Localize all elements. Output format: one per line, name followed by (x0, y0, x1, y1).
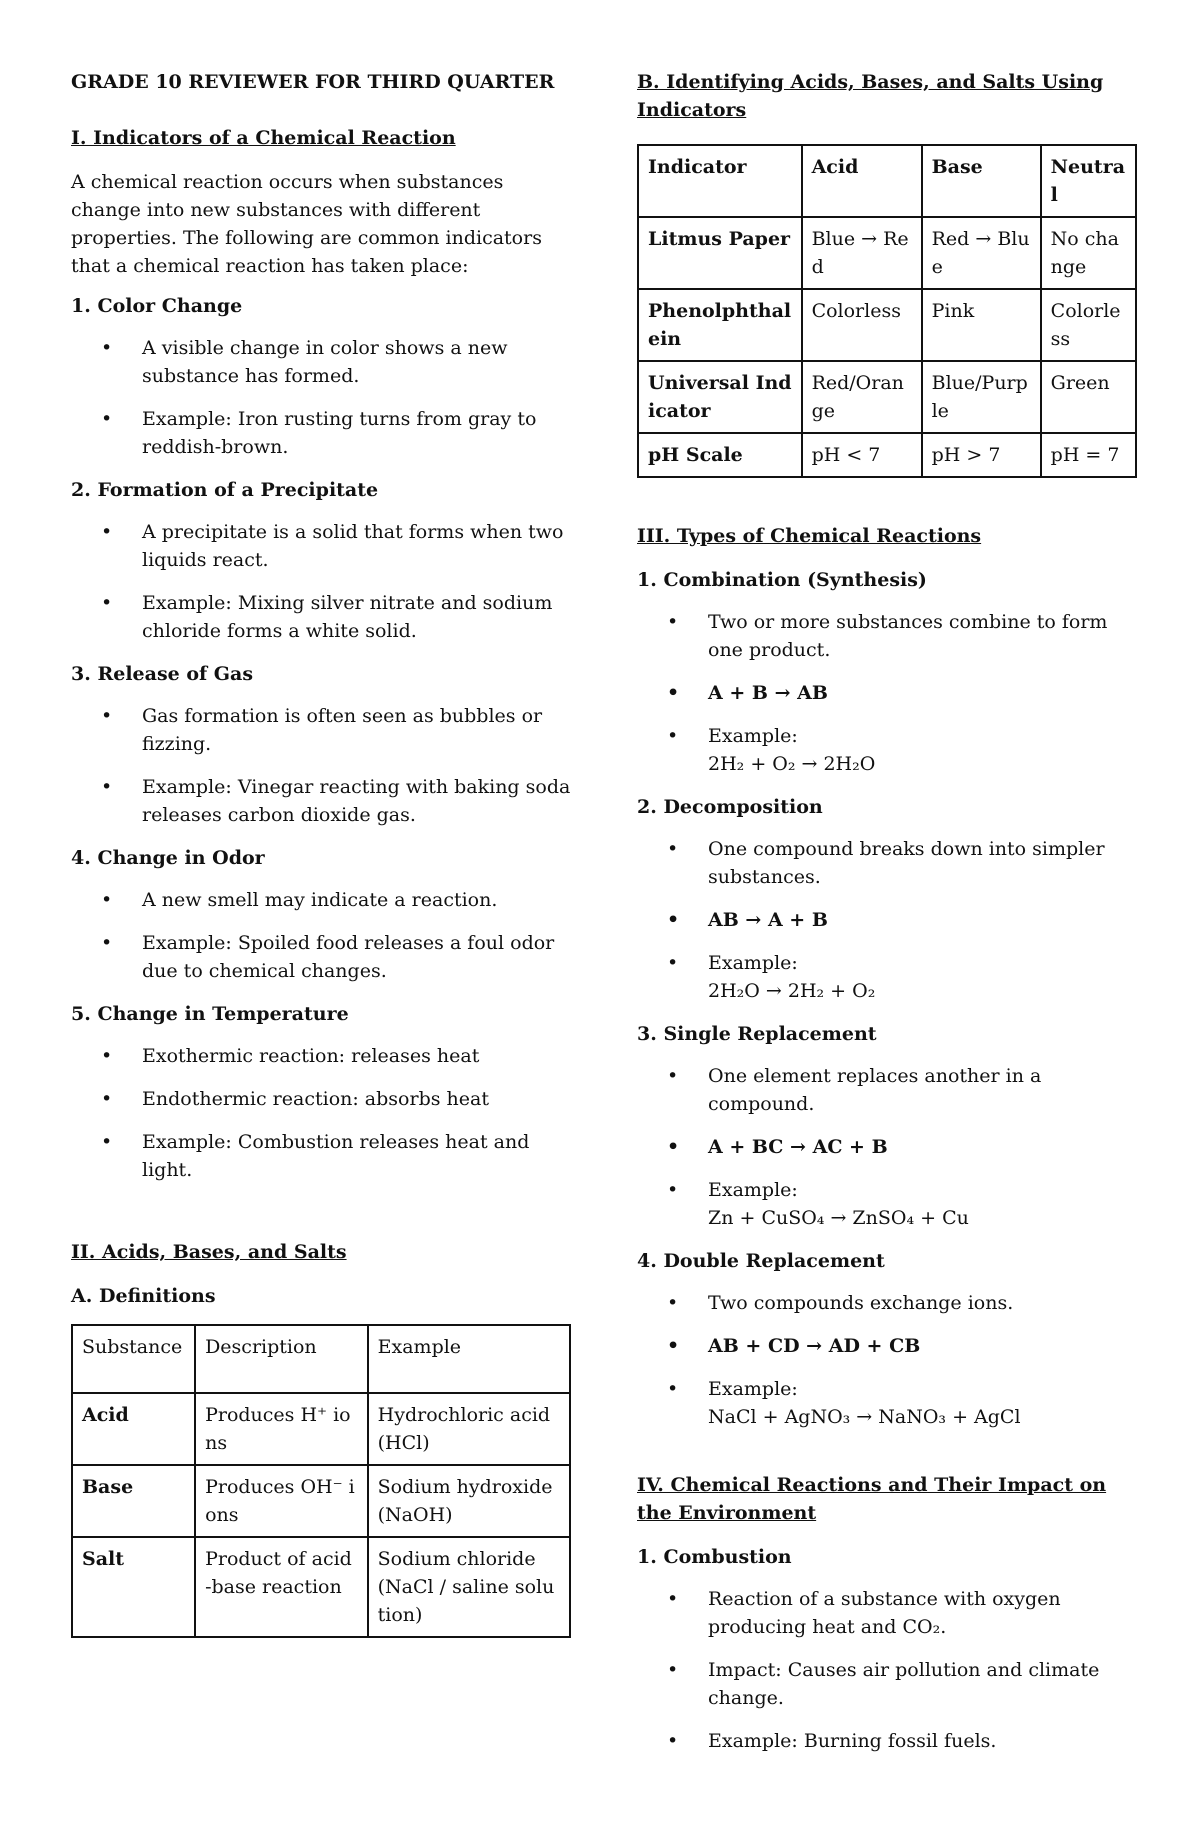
reaction-4-list (637, 1289, 1137, 1431)
section-3-heading: III. Types of Chemical Reactions (637, 525, 982, 547)
table-header-cell: Base (922, 145, 1041, 217)
list-item: • A + B → AB (637, 679, 1137, 707)
list-item: • A precipitate is a solid that forms when two liquids react. (71, 518, 571, 574)
table-cell: Red/Orange (802, 361, 922, 433)
table-cell: Red → Blue (922, 217, 1041, 289)
table-cell: pH < 7 (802, 433, 922, 477)
section-2-heading: II. Acids, Bases, and Salts (71, 1241, 347, 1263)
list-item (637, 1375, 1137, 1431)
list-item: • AB → A + B (637, 906, 1137, 934)
list-item: • Two compounds exchange ions. (637, 1289, 1137, 1317)
indicator-5-heading: 5. Change in Temperature (71, 1003, 349, 1025)
table-header-cell: Substance (72, 1325, 195, 1393)
equation: 2H₂O → 2H₂ + O₂ (708, 980, 876, 1002)
indicators-table (637, 144, 1137, 478)
table-cell: Sodium hydroxide (NaOH) (368, 1465, 570, 1537)
reaction-1-heading: 1. Combination (Synthesis) (637, 569, 927, 591)
impact-1-list (637, 1585, 1137, 1755)
reaction-3-list (637, 1062, 1137, 1232)
table-row (638, 217, 1136, 289)
section-1-intro: A chemical reaction occurs when substances change into new substances with different properties. The following are common indicators that a chemical reaction has taken place: (71, 171, 542, 277)
list-item: • Reaction of a substance with oxygen producing heat and CO₂. (637, 1585, 1137, 1641)
table-header-cell: Neutral (1041, 145, 1136, 217)
table-row (72, 1393, 570, 1465)
table-cell: Hydrochloric acid (HCl) (368, 1393, 570, 1465)
table-cell: Base (72, 1465, 195, 1537)
list-item (637, 949, 1137, 1005)
indicator-2-list (71, 518, 571, 645)
table-cell: pH Scale (638, 433, 802, 477)
reaction-2-list (637, 835, 1137, 1005)
section-1-heading: I. Indicators of a Chemical Reaction (71, 127, 456, 149)
table-header-row (72, 1325, 570, 1393)
table-header-cell: Indicator (638, 145, 802, 217)
list-item: • One compound breaks down into simpler substances. (637, 835, 1137, 891)
definitions-table (71, 1324, 571, 1638)
indicator-3-heading: 3. Release of Gas (71, 663, 254, 685)
reaction-2-heading: 2. Decomposition (637, 796, 823, 818)
table-cell: Sodium chloride (NaCl / saline solution) (368, 1537, 570, 1637)
table-cell: Produces OH⁻ ions (195, 1465, 368, 1537)
table-cell: Colorless (802, 289, 922, 361)
table-cell: Green (1041, 361, 1136, 433)
indicator-4-list (71, 886, 571, 985)
equation: Zn + CuSO₄ → ZnSO₄ + Cu (708, 1207, 969, 1229)
table-cell: pH = 7 (1041, 433, 1136, 477)
table-header-cell: Description (195, 1325, 368, 1393)
list-item: • Example: Burning fossil fuels. (637, 1727, 1137, 1755)
list-item: • Example: Spoiled food releases a foul odor due to chemical changes. (71, 929, 571, 985)
table-cell: Litmus Paper (638, 217, 802, 289)
table-header-row (638, 145, 1136, 217)
table-cell: pH > 7 (922, 433, 1041, 477)
list-item (637, 722, 1137, 778)
example-label: Example: (708, 725, 798, 747)
list-item: • Exothermic reaction: releases heat (71, 1042, 571, 1070)
reaction-1-list (637, 608, 1137, 778)
table-cell: Phenolphthalein (638, 289, 802, 361)
example-label: Example: (708, 952, 798, 974)
table-header-cell: Example (368, 1325, 570, 1393)
indicator-3-list (71, 702, 571, 829)
example-label: Example: (708, 1179, 798, 1201)
indicator-5-list (71, 1042, 571, 1184)
list-item: • Endothermic reaction: absorbs heat (71, 1085, 571, 1113)
list-item: • Two or more substances combine to form one product. (637, 608, 1137, 664)
table-cell: Blue → Red (802, 217, 922, 289)
table-row (72, 1465, 570, 1537)
table-cell: Pink (922, 289, 1041, 361)
table-cell: Blue/Purple (922, 361, 1041, 433)
list-item: • Impact: Causes air pollution and climate change. (637, 1656, 1137, 1712)
list-item: • One element replaces another in a compound. (637, 1062, 1137, 1118)
table-cell: Colorless (1041, 289, 1136, 361)
indicator-1-list (71, 334, 571, 461)
table-cell: Salt (72, 1537, 195, 1637)
list-item: • Example: Iron rusting turns from gray to reddish-brown. (71, 405, 571, 461)
list-item: • A new smell may indicate a reaction. (71, 886, 571, 914)
example-label: Example: (708, 1378, 798, 1400)
document-title: GRADE 10 REVIEWER FOR THIRD QUARTER (71, 71, 555, 93)
indicator-4-heading: 4. Change in Odor (71, 847, 265, 869)
table-cell: Produces H⁺ ions (195, 1393, 368, 1465)
table-header-cell: Acid (802, 145, 922, 217)
table-row (72, 1537, 570, 1637)
indicator-1-heading: 1. Color Change (71, 295, 243, 317)
table-cell: No change (1041, 217, 1136, 289)
right-column (637, 68, 1137, 1770)
list-item: • Example: Mixing silver nitrate and sodium chloride forms a white solid. (71, 589, 571, 645)
table-row (638, 361, 1136, 433)
reaction-4-heading: 4. Double Replacement (637, 1250, 885, 1272)
table-cell: Product of acid-base reaction (195, 1537, 368, 1637)
equation: 2H₂ + O₂ → 2H₂O (708, 753, 876, 775)
table-row (638, 289, 1136, 361)
list-item (637, 1176, 1137, 1232)
list-item: • Example: Vinegar reacting with baking soda releases carbon dioxide gas. (71, 773, 571, 829)
list-item: • AB + CD → AD + CB (637, 1332, 1137, 1360)
left-column (71, 68, 571, 1654)
indicator-2-heading: 2. Formation of a Precipitate (71, 479, 379, 501)
list-item: • Example: Combustion releases heat and light. (71, 1128, 571, 1184)
indicators-subheading: B. Identifying Acids, Bases, and Salts Using Indicators (637, 71, 1104, 121)
definitions-heading: A. Definitions (71, 1285, 216, 1307)
table-cell: Acid (72, 1393, 195, 1465)
list-item: • A + BC → AC + B (637, 1133, 1137, 1161)
reaction-3-heading: 3. Single Replacement (637, 1023, 877, 1045)
table-cell: Universal Indicator (638, 361, 802, 433)
section-4-heading: IV. Chemical Reactions and Their Impact on the Environment (637, 1474, 1107, 1524)
equation: NaCl + AgNO₃ → NaNO₃ + AgCl (708, 1406, 1021, 1428)
list-item: • Gas formation is often seen as bubbles or fizzing. (71, 702, 571, 758)
impact-1-heading: 1. Combustion (637, 1546, 792, 1568)
list-item: • A visible change in color shows a new substance has formed. (71, 334, 571, 390)
table-row (638, 433, 1136, 477)
